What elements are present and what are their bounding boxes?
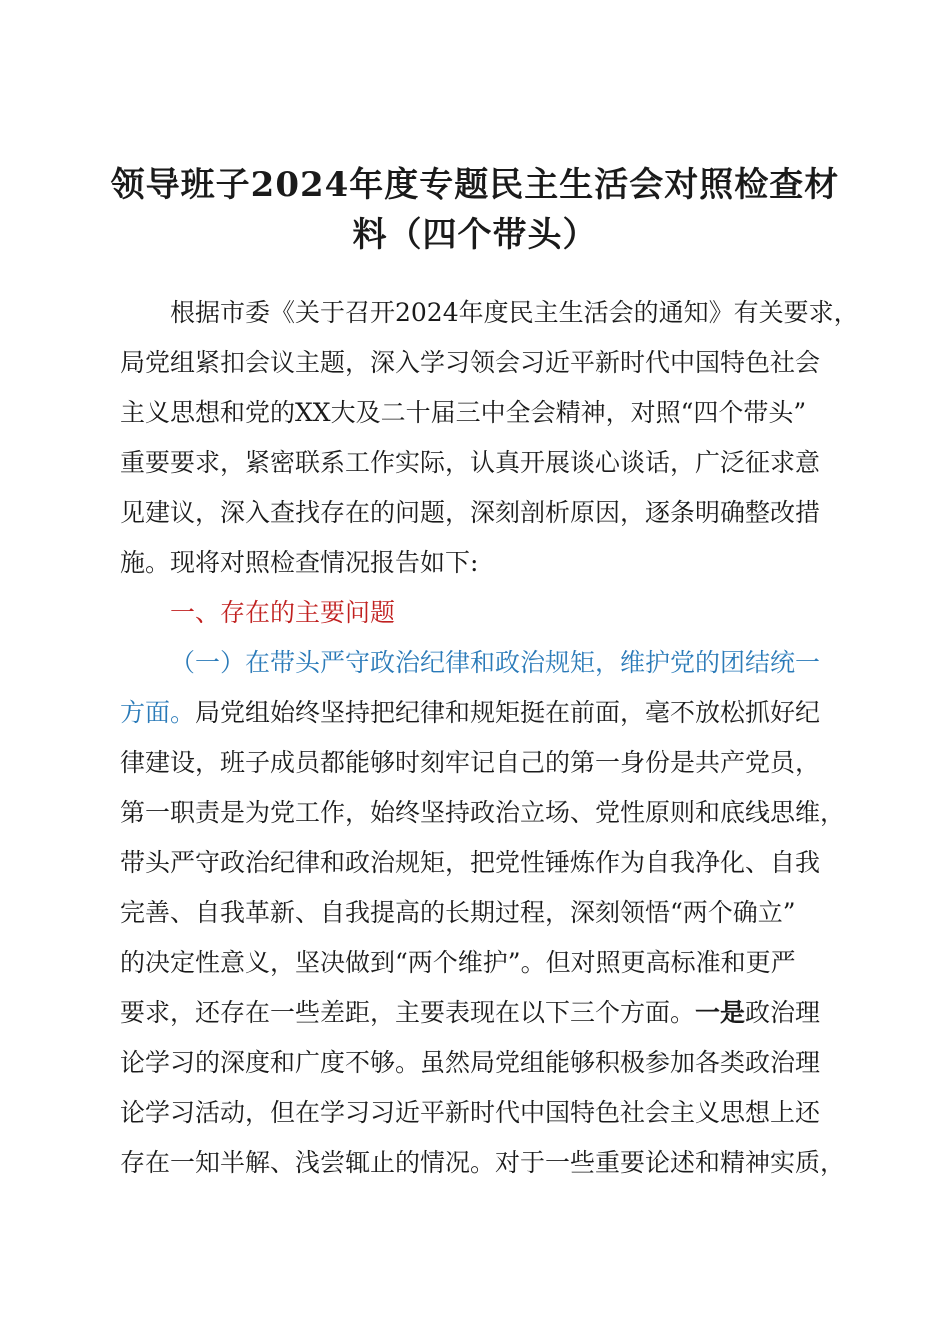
paragraph-line: 完善、自我革新、自我提高的长期过程，深刻领悟“两个确立” [120,898,796,927]
intro-line: 重要要求，紧密联系工作实际，认真开展谈心谈话，广泛征求意 [120,448,821,477]
section-heading: 一、存在的主要问题 [170,598,396,627]
paragraph-text: 局党组始终坚持把纪律和规矩挺在前面，毫不放松抓好纪 [195,698,821,727]
paragraph-line: 律建设，班子成员都能够时刻牢记自己的第一身份是共产党员， [120,748,821,777]
paragraph-line: 带头严守政治纪律和政治规矩，把党性锤炼作为自我净化、自我 [120,848,821,877]
paragraph-line: 存在一知半解、浅尝辄止的情况。对于一些重要论述和精神实质， [120,1148,846,1177]
paragraph-line [120,993,840,1033]
paragraph-line: 论学习活动，但在学习习近平新时代中国特色社会主义思想上还 [120,1098,821,1127]
intro-line: 见建议，深入查找存在的问题，深刻剖析原因，逐条明确整改措 [120,498,821,527]
paragraph-line [120,693,840,733]
paragraph-line: 第一职责是为党工作，始终坚持政治立场、党性原则和底线思维， [120,798,846,827]
paragraph-line: 的决定性意义，坚决做到“两个维护”。但对照更高标准和更严 [120,948,796,977]
intro-line: 施。现将对照检查情况报告如下: [120,548,479,577]
paragraph-line: 论学习的深度和广度不够。虽然局党组能够积极参加各类政治理 [120,1048,821,1077]
intro-line: 主义思想和党的XX大及二十届三中全会精神，对照“四个带头” [120,398,807,427]
emphasis-text: 一是 [695,998,746,1027]
intro-line: 局党组紧扣会议主题，深入学习领会习近平新时代中国特色社会 [120,348,821,377]
paragraph-text: 政治理 [745,998,821,1027]
title-line-2: 料（四个带头） [352,215,598,255]
intro-line: 根据市委《关于召开2024年度民主生活会的通知》有关要求， [170,298,859,327]
paragraph-text: 要求，还存在一些差距，主要表现在以下三个方面。 [120,998,696,1027]
subheading-line-1: （一）在带头严守政治纪律和政治规矩，维护党的团结统一 [170,648,821,677]
title-line-1: 领导班子2024年度专题民主生活会对照检查材 [110,165,840,205]
subheading-line-2: 方面。 [120,698,196,727]
document-title [100,160,850,260]
